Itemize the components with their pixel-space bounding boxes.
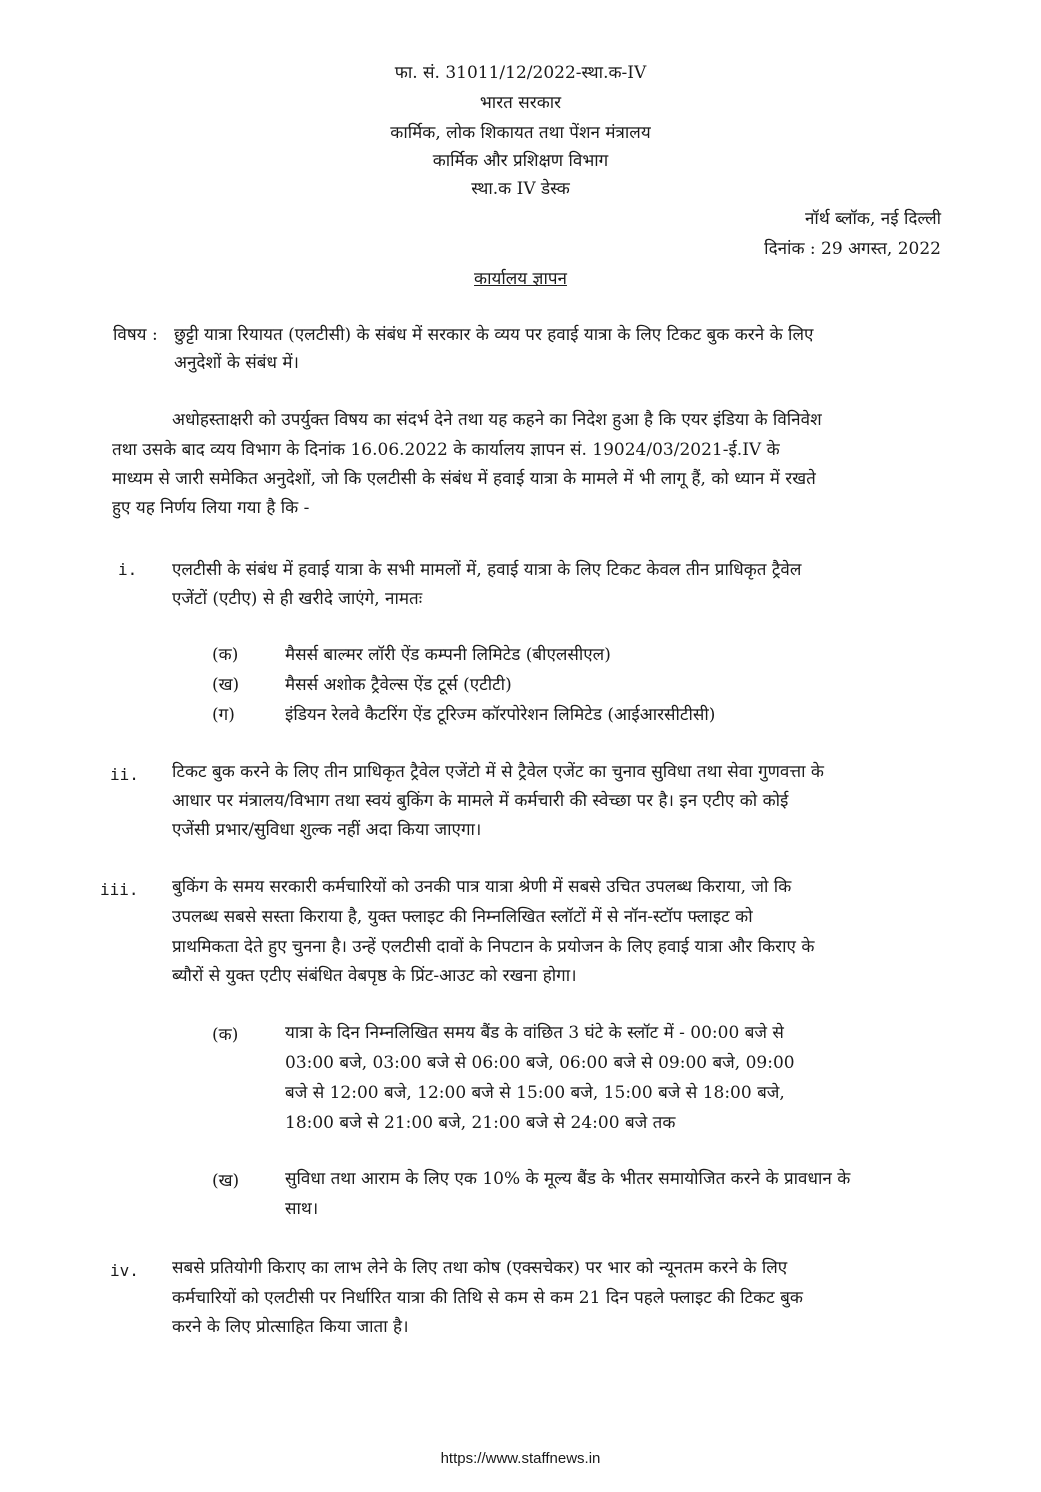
point-line: एजेंसी प्रभार/सुविधा शुल्क नहीं अदा किया जाएगा। [172,820,482,840]
point-line: एलटीसी के संबंध में हवाई यात्रा के सभी मामलों में, हवाई यात्रा के लिए टिकट केवल तीन प्राधिकृत ट्रैवेल [172,560,802,580]
point-line: प्राथमिकता देते हुए चुनना है। उन्हें एलटीसी दावों के निपटान के प्रयोजन के लिए हवाई यात्रा और किराए के [172,937,815,957]
point-line: उपलब्ध सबसे सस्ता किराया है, युक्त फ्लाइट की निम्नलिखित स्लॉटों में से नॉन-स्टॉप फ्लाइट को [172,907,753,927]
desk-name: स्था.क IV डेस्क [471,179,570,199]
point-line: करने के लिए प्रोत्साहित किया जाता है। [172,1317,409,1337]
memo-date: दिनांक : 29 अगस्त, 2022 [764,239,941,259]
point-number: iii. [100,880,139,899]
slot-line: 18:00 बजे से 21:00 बजे, 21:00 बजे से 24:00 बजे तक [285,1113,676,1133]
agent-name: मैसर्स बाल्मर लॉरी ऐंड कम्पनी लिमिटेड (बीएलसीएल) [285,645,611,665]
point-line: आधार पर मंत्रालय/विभाग तथा स्वयं बुकिंग के मामले में कर्मचारी की स्वेच्छा पर है। इन एटीए को कोई [172,791,789,811]
slot-line: बजे से 12:00 बजे, 12:00 बजे से 15:00 बजे, 15:00 बजे से 18:00 बजे, [285,1083,785,1103]
subject-line: अनुदेशों के संबंध में। [174,353,299,373]
agent-label: (क) [212,645,239,665]
slot-line: 03:00 बजे, 03:00 बजे से 06:00 बजे, 06:00 बजे से 09:00 बजे, 09:00 [285,1053,795,1073]
slot-line: सुविधा तथा आराम के लिए एक 10% के मूल्य बैंड के भीतर समायोजित करने के प्रावधान के [285,1169,851,1189]
point-line: ब्यौरों से युक्त एटीए संबंधित वेबपृष्ठ के प्रिंट-आउट को रखना होगा। [172,966,577,986]
slot-line: साथ। [285,1199,319,1219]
ministry-name: कार्मिक, लोक शिकायत तथा पेंशन मंत्रालय [390,123,651,143]
intro-line: हुए यह निर्णय लिया गया है कि - [112,498,310,518]
slot-label: (क) [212,1025,239,1045]
intro-line: तथा उसके बाद व्यय विभाग के दिनांक 16.06.2022 के कार्यालय ज्ञापन सं. 19024/03/2021-ई.IV के [112,440,780,460]
subject-label: विषय : [113,325,158,345]
slot-line: यात्रा के दिन निम्नलिखित समय बैंड के वांछित 3 घंटे के स्लॉट में - 00:00 बजे से [285,1023,784,1043]
point-line: सबसे प्रतियोगी किराए का लाभ लेने के लिए तथा कोष (एक्सचेकर) पर भार को न्यूनतम करने के लिए [172,1258,788,1278]
point-number: i. [118,560,138,579]
agent-name: मैसर्स अशोक ट्रैवेल्स ऐंड टूर्स (एटीटी) [285,675,512,695]
intro-line: अधोहस्ताक्षरी को उपर्युक्त विषय का संदर्भ देने तथा यह कहने का निदेश हुआ है कि एयर इंडिया के विनिवेश [172,410,822,430]
footer-url[interactable]: https://www.staffnews.in [440,1450,601,1467]
file-number: फा. सं. 31011/12/2022-स्था.क-IV [394,63,647,83]
memo-title: कार्यालय ज्ञापन [474,269,567,289]
point-line: टिकट बुक करने के लिए तीन प्राधिकृत ट्रैवेल एजेंटो में से ट्रैवेल एजेंट का चुनाव सुविधा तथा सेवा गुणवत्ता के [172,762,824,782]
office-place: नॉर्थ ब्लॉक, नई दिल्ली [804,209,941,229]
agent-label: (ग) [212,705,235,725]
point-line: कर्मचारियों को एलटीसी पर निर्धारित यात्रा की तिथि से कम से कम 21 दिन पहले फ्लाइट की टिकट बुक [172,1288,803,1308]
department-name: कार्मिक और प्रशिक्षण विभाग [432,151,609,171]
government-name: भारत सरकार [479,93,562,113]
point-number: ii. [110,765,139,784]
subject-line: छुट्टी यात्रा रियायत (एलटीसी) के संबंध में सरकार के व्यय पर हवाई यात्रा के लिए टिकट बुक करने के लिए [174,325,814,345]
point-line: एजेंटों (एटीए) से ही खरीदे जाएंगे, नामतः [172,589,423,609]
point-number: iv. [110,1261,139,1280]
point-line: बुकिंग के समय सरकारी कर्मचारियों को उनकी पात्र यात्रा श्रेणी में सबसे उचित उपलब्ध किराया, जो कि [172,877,792,897]
agent-name: इंडियन रेलवे कैटरिंग ऐंड टूरिज्म कॉरपोरेशन लिमिटेड (आईआरसीटीसी) [285,705,716,725]
agent-label: (ख) [212,675,240,695]
slot-label: (ख) [212,1171,240,1191]
intro-line: माध्यम से जारी समेकित अनुदेशों, जो कि एलटीसी के संबंध में हवाई यात्रा के मामले में भी लागू हैं, को ध्यान में रखते [112,469,816,489]
